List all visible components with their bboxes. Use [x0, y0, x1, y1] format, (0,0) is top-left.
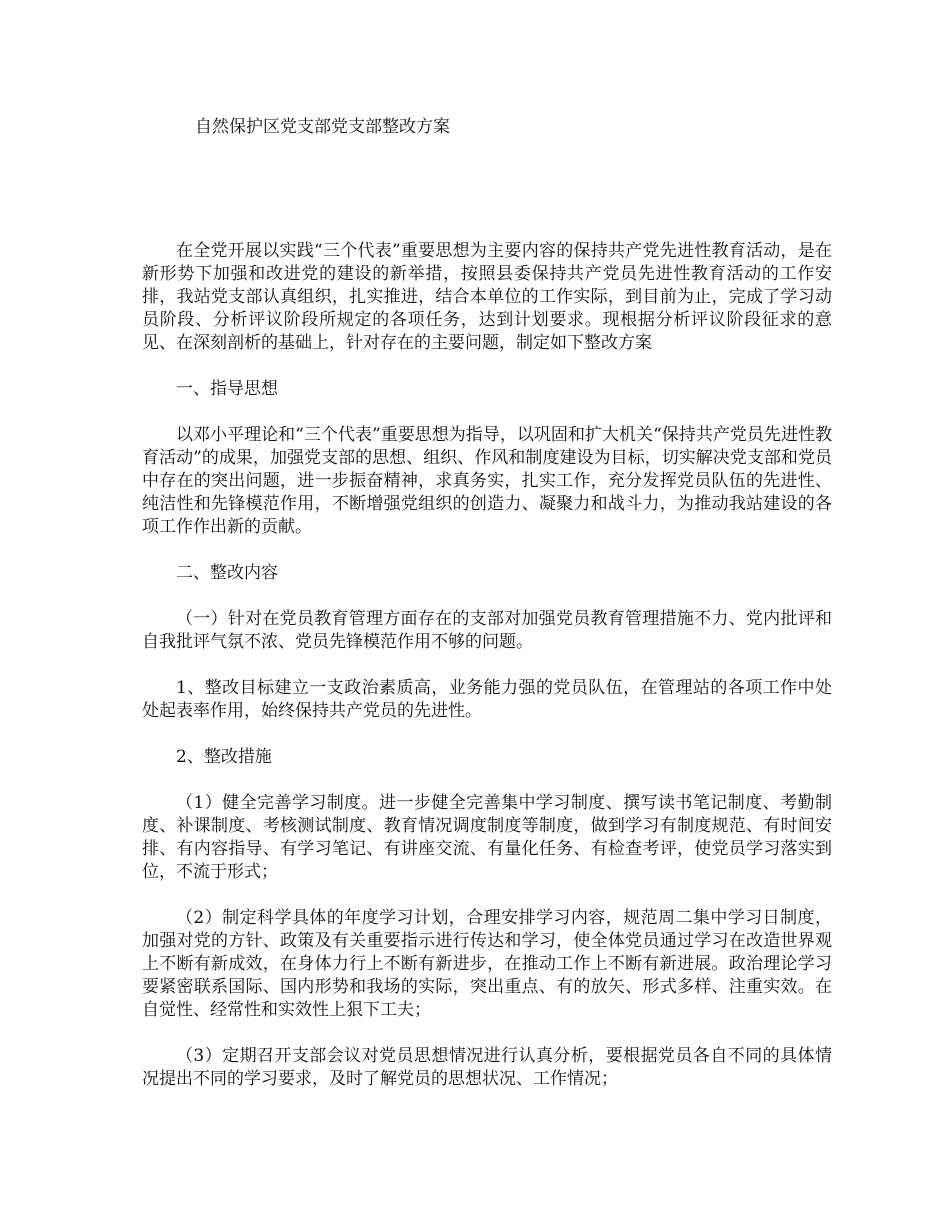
subsection-heading-measures: 2、整改措施 [176, 747, 272, 767]
document-body [142, 240, 832, 1114]
guiding-thought-paragraph: 以邓小平理论和“三个代表”重要思想为指导，以巩固和扩大机关“保持共产党员先进性教育活动”的成果，加强党支部的思想、组织、作风和制度建设为目标，切实解决党支部和党员中存在的突出问题，进一步振奋精神，求真务实，扎实工作，充分发挥党员队伍的先进性、纯洁性和先锋模范作用，不断增强党组织的创造力、凝聚力和战斗力，为推动我站建设的各项工作作出新的贡献。 [142, 425, 832, 537]
issue-paragraph: （一）针对在党员教育管理方面存在的支部对加强党员教育管理措施不力、党内批评和自我批评气氛不浓、党员先锋模范作用不够的问题。 [142, 609, 832, 652]
section-heading-guiding-thought: 一、指导思想 [176, 379, 278, 399]
intro-paragraph: 在全党开展以实践“三个代表”重要思想为主要内容的保持共产党先进性教育活动，是在新形势下加强和改进党的建设的新举措，按照县委保持共产党员先进性教育活动的工作安排，我站党支部认真组织，扎实推进，结合本单位的工作实际，到目前为止，完成了学习动员阶段、分析评议阶段所规定的各项任务，达到计划要求。现根据分析评议阶段征求的意见、在深刻剖析的基础上，针对存在的主要问题，制定如下整改方案 [142, 241, 832, 353]
measure-3-paragraph: （3）定期召开支部会议对党员思想情况进行认真分析，要根据党员各自不同的具体情况提出不同的学习要求，及时了解党员的思想状况、工作情况； [142, 1046, 832, 1089]
document-title: 自然保护区党支部党支部整改方案 [195, 117, 450, 137]
measure-2-paragraph: （2）制定科学具体的年度学习计划，合理安排学习内容，规范周二集中学习日制度，加强对党的方针、政策及有关重要指示进行传达和学习，使全体党员通过学习在改造世界观上不断有新成效，在身体力行上不断有新进步，在推动工作上不断有新进展。政治理论学习要紧密联系国际、国内形势和我场的实际，突出重点、有的放矢、形式多样、注重实效。在自觉性、经常性和实效性上狠下工夫； [142, 908, 832, 1020]
section-heading-rectification-content: 二、整改内容 [176, 563, 278, 583]
rectification-goal-paragraph: 1、整改目标建立一支政治素质高，业务能力强的党员队伍，在管理站的各项工作中处处起表率作用，始终保持共产党员的先进性。 [142, 678, 832, 721]
measure-1-paragraph: （1）健全完善学习制度。进一步健全完善集中学习制度、撰写读书笔记制度、考勤制度、补课制度、考核测试制度、教育情况调度制度等制度，做到学习有制度规范、有时间安排、有内容指导、有学习笔记、有讲座交流、有量化任务、有检查考评，使党员学习落实到位，不流于形式； [142, 793, 832, 882]
